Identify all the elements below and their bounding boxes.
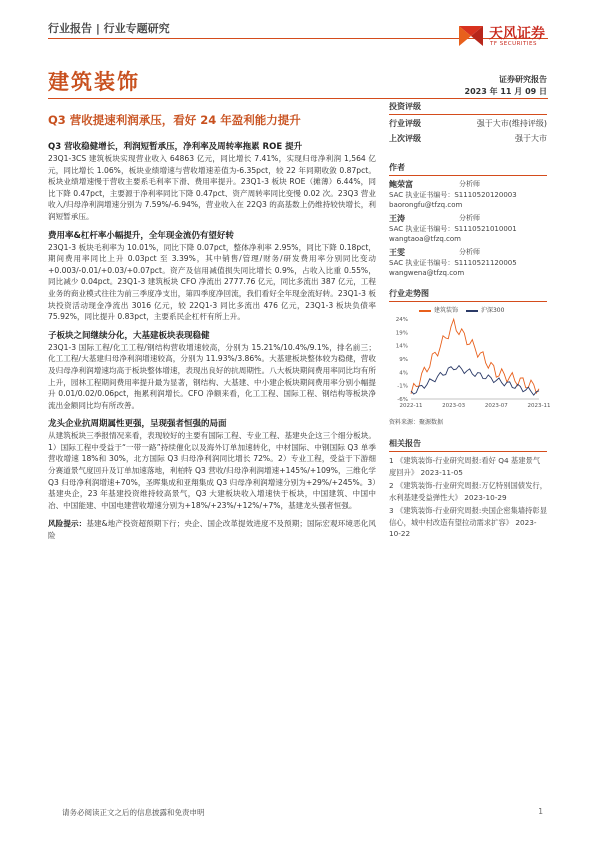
x-tick-label: 2023-03 [442, 403, 466, 409]
prev-rating-row [389, 133, 547, 144]
section-4 [48, 418, 376, 511]
y-tick-label: 9% [399, 357, 408, 363]
author-name: 王雯 [389, 248, 405, 257]
trend-chart-svg [389, 313, 551, 415]
author-email[interactable]: wangtaoa@tfzq.com [389, 235, 462, 243]
rating-heading: 投资评级 [389, 102, 421, 111]
y-tick-label: -1% [397, 383, 408, 390]
author-cert: SAC 执业证书编号：S1110520120003 [389, 191, 517, 199]
section-2 [48, 230, 376, 323]
x-tick-label: 2022-11 [399, 403, 423, 409]
y-tick-label: 24% [395, 317, 408, 323]
author-card [389, 179, 547, 210]
chart-source: 资料来源：聚源数据 [389, 419, 444, 426]
section-heading: Q3 营收稳健增长，利润短暂承压，净利率及周转率拖累 ROE 提升 [48, 142, 303, 152]
y-tick-label: 4% [399, 370, 408, 377]
author-card [389, 213, 547, 244]
legend-label-hs300: 沪深300 [480, 307, 505, 314]
title-divider [48, 98, 548, 99]
sector-title: 建筑装饰 [48, 70, 140, 94]
author-role: 分析师 [459, 180, 480, 188]
related-report-link[interactable]: 2 《建筑装饰-行业研究周报:万亿特别国债发行，水利基建受益弹性大》 2023-10-29 [389, 481, 547, 502]
author-name: 王涛 [389, 214, 405, 223]
author-email[interactable]: baorongfu@tfzq.com [389, 201, 463, 209]
legend-label-sector: 建筑装饰 [434, 307, 459, 314]
main-content [48, 141, 376, 542]
section-body: 23Q1-3 国际工程/化工工程/钢结构营收增速较高，分别为 15.21%/10.4%/9.1%，排名前三；化工工程/大基建归母净利润增速较高，分别为 11.93%/3.86%。大基建板块整体较为稳健，营收及归母净利润增速均高于板块整体增速，表现出良好的抗周期性。八大板块期间费用率同比均有所上升，园林工程期间费用率提升最为显著，钢结构、大基建、中小建企板块期间费用率分别小幅提升 0.01/0.02/0.06pct，拖累利润增长。CFO 净额来看，化工工程、国际工程、钢结构等板块净流出金额同比均有所改善。 [48, 342, 376, 410]
logo-text-en: TF SECURITIES [490, 41, 537, 47]
y-tick-label: 14% [395, 343, 408, 350]
trend-heading: 行业走势图 [389, 289, 429, 298]
section-body: 23Q1-3CS 建筑板块实现营业收入 64863 亿元，同比增长 7.41%，实现归母净利润 1,564 亿元，同比增长 1.06%，板块业绩增速与营收增速差值为-6.35pct，较 22 年同期收敛 0.87pct。板块业绩增速慢于营收主要系毛利率下滑、费用率提升。23Q1-3 板块 ROE（摊薄）6.44%，同比下降 0.47pct，主要源于净利率同比下降 0.47pct、资产周转率同比变慢 0.02 次。23Q3 营业收入/归母净利润增速分别为 7.59%/-6.94%，营业收入在 22Q3 的高基数上仍维持较快增长，利润短暂承压。 [48, 154, 376, 221]
report-type: 证券研究报告 [499, 75, 547, 84]
section-heading: 子板块之间继续分化，大基建板块表现稳健 [48, 330, 210, 341]
section-heading: 龙头企业抗周期属性更强，呈现强者恒强的局面 [48, 419, 227, 430]
series-line-sector [411, 319, 539, 394]
risk-heading: 风险提示： [48, 519, 87, 529]
section-1 [48, 141, 376, 223]
author-role: 分析师 [459, 248, 480, 256]
y-tick-label: -6% [397, 397, 408, 403]
author-name: 鲍荣富 [389, 180, 413, 189]
prev-rating-label: 上次评级 [389, 134, 421, 143]
section-3 [48, 330, 376, 412]
section-heading: 费用率&杠杆率小幅提升，全年现金流仍有望好转 [48, 230, 234, 241]
prev-rating-value: 强于大市 [515, 134, 547, 143]
industry-rating-label: 行业评级 [389, 119, 421, 128]
footer-disclaimer: 请务必阅读正文之后的信息披露和免责申明 [62, 808, 205, 817]
author-role: 分析师 [459, 214, 480, 222]
section-body: 23Q1-3 板块毛利率为 10.01%，同比下降 0.07pct，整体净利率 2.95%，同比下降 0.18pct，期间费用率同比上升 0.03pct 至 3.39%，其中销售/管理/财务/研发费用率分别同比变动+0.003/-0.01/+0.03/+0.07pct。资产及信用减值损失同比增长 0.9%，占收入比重 0.55%，同比减少 0.04pct。23Q1-3 建筑板块 CFO 净流出 2777.76 亿元，同比多流出 387 亿元，工程业务的商业模式往往为前三季度净支出，第四季度净回流，我们看好全年现金流好转。23Q1-3 板块投资活动现金净流出 3016 亿元，较 22Q1-3 同比多流出 476 亿元，23Q1-3 板块负债率 75.92%，同比提升 0.83pct，主要系民企杠杆有所上升。 [48, 242, 376, 322]
legend-swatch-sector [419, 310, 431, 312]
author-card [389, 247, 547, 278]
risk-section [48, 518, 376, 541]
report-date: 2023 年 11 月 09 日 [464, 87, 547, 96]
logo-text-cn: 天风证券 [489, 26, 545, 42]
related-report-link[interactable]: 1 《建筑装饰-行业研究周报:看好 Q4 基建景气度回升》 2023-11-05 [389, 456, 541, 477]
industry-rating-value: 强于大市(维持评级) [476, 119, 547, 128]
risk-body: 基建&地产投资超预期下行；央企、国企改革提效进度不及预期；国际宏观环境恶化风险 [48, 519, 376, 541]
section-body: 从建筑板块三季报情况来看，表现较好的主要有国际工程、专业工程、基建央企这三个细分板块。1）国际工程中受益于“一带一路”持续催化以及海外订单加速转化，中材国际、中钢国际 Q3 单季营收增速 18%和 30%，北方国际 Q3 归母净利润同比增长 72%。2）专业工程，受益于下游细分赛道景气度回升及订单加速落地，利柏特 Q3 营收/归母净利润增速+145%/+109%，三维化学 Q3 归母净利润增速+70%，圣晖集成和亚翔集成 Q3 归母净利润增速分别为+29%/+245%。3）基建央企，23 年基建投资维持较高景气，Q3 大建板块收入增速快于板块，中国建筑、中国中冶、中国能建、中国电建营收增速分别为+18%/+23%/+12%/+7%，基建龙头强者恒强。 [48, 431, 376, 510]
page-number: 1 [538, 807, 543, 816]
x-tick-label: 2023-11 [527, 403, 551, 409]
x-tick-label: 2023-07 [484, 403, 508, 409]
author-cert: SAC 执业证书编号：S1110521120005 [389, 259, 517, 267]
author-email[interactable]: wangwena@tfzq.com [389, 269, 465, 277]
trend-chart [389, 305, 551, 415]
company-logo [456, 22, 556, 52]
sidebar [389, 101, 551, 540]
related-divider [389, 451, 547, 452]
legend-swatch-hs300 [466, 310, 478, 312]
authors-heading: 作者 [389, 163, 405, 172]
industry-rating-row [389, 118, 547, 129]
rating-divider [389, 114, 547, 115]
logo-mark-icon [456, 22, 486, 50]
related-report-link[interactable]: 3 《建筑装饰-行业研究周报:央国企密集墙持彰显信心，城中村改造有望拉动需求扩容》 2023-10-22 [389, 506, 547, 538]
author-cert: SAC 执业证书编号：S1110521010001 [389, 225, 517, 233]
trend-divider [389, 301, 547, 302]
authors-divider [389, 175, 547, 176]
report-title: Q3 营收提速利润承压，看好 24 年盈利能力提升 [48, 113, 301, 127]
report-category: 行业报告 | 行业专题研究 [48, 22, 170, 35]
y-tick-label: 19% [395, 330, 408, 337]
related-heading: 相关报告 [389, 439, 421, 448]
